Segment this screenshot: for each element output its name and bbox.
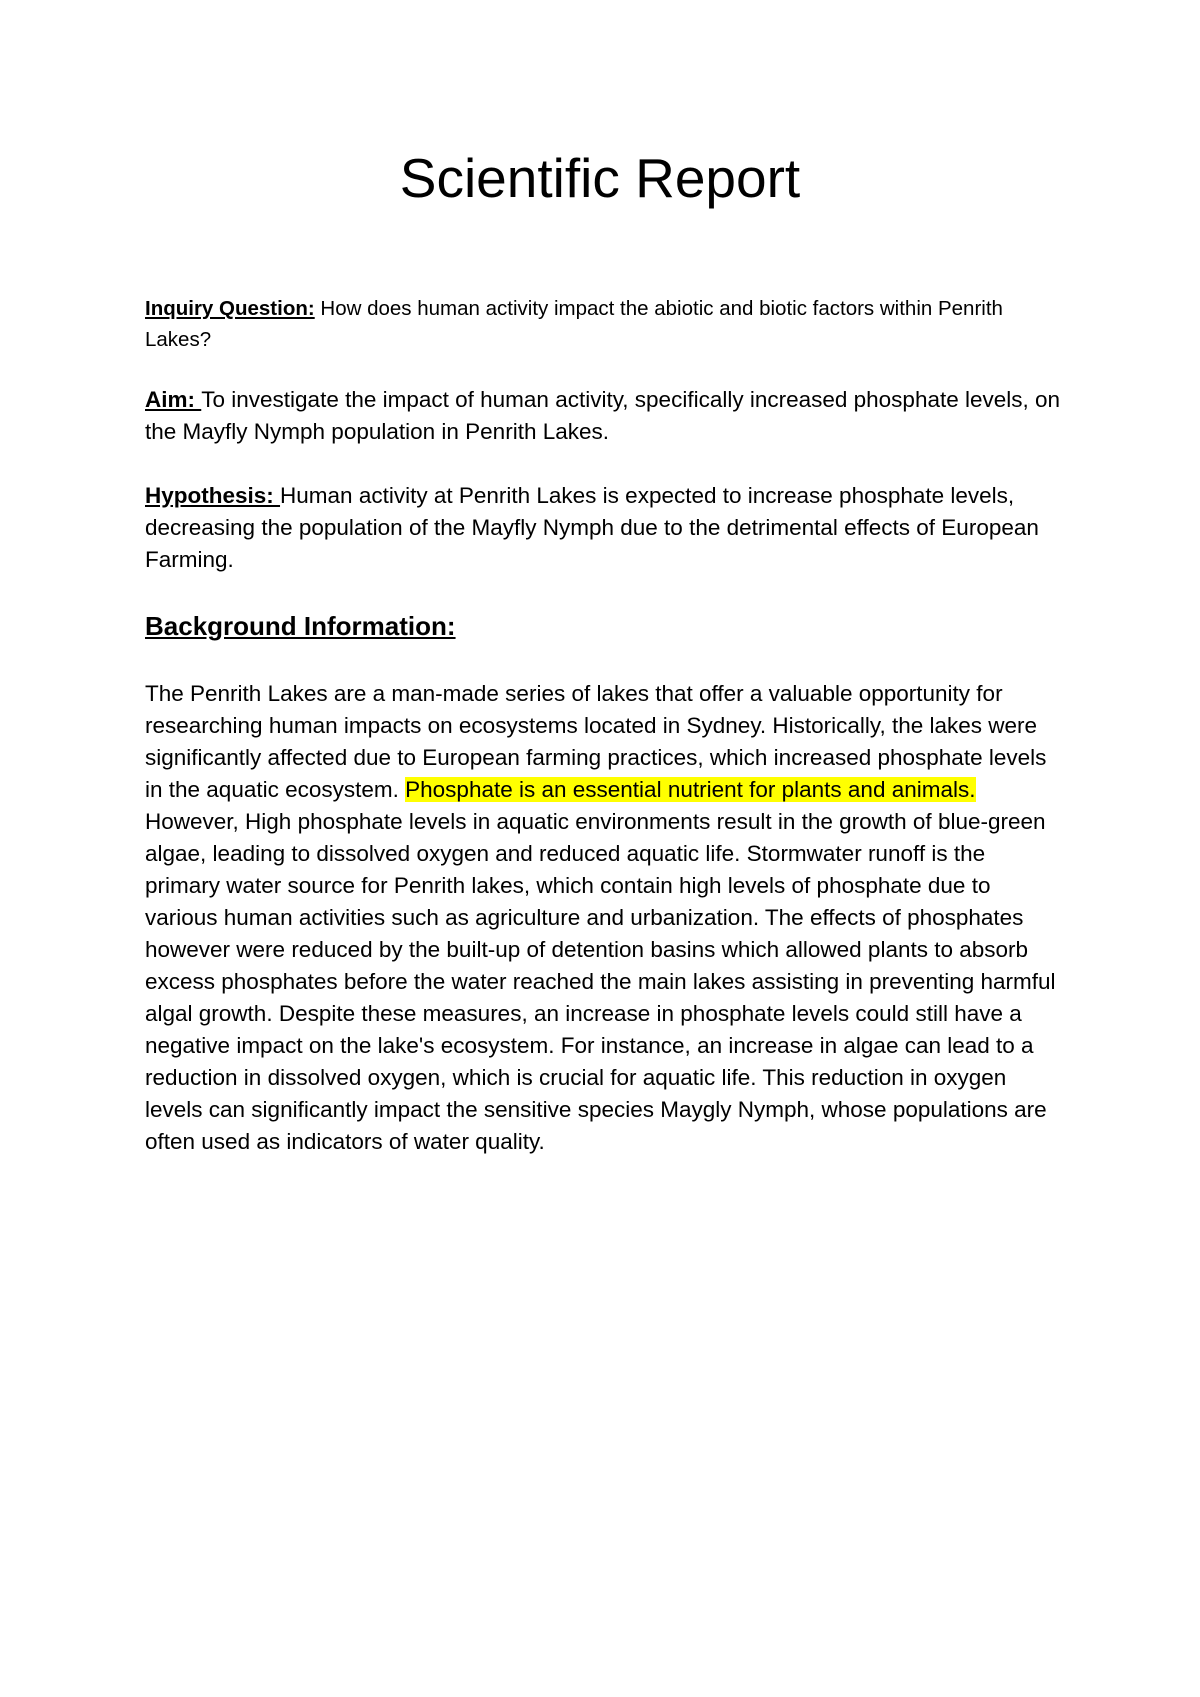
aim-text: To investigate the impact of human activity, specifically increased phosphate levels, on the Mayfly Nymph population in Penrith Lakes.	[145, 387, 1061, 444]
page-title: Scientific Report	[399, 147, 801, 209]
inquiry-question-label: Inquiry Question:	[145, 297, 315, 320]
inquiry-question-paragraph	[145, 293, 1065, 355]
hypothesis-label: Hypothesis:	[145, 483, 281, 508]
hypothesis-paragraph	[145, 480, 1065, 576]
background-heading: Background Information:	[145, 611, 456, 641]
hypothesis-text: Human activity at Penrith Lakes is expected to increase phosphate levels, decreasing the population of the Mayfly Nymph due to the detrimental effects of European Farming.	[145, 483, 1039, 572]
inquiry-question-text: How does human activity impact the abiotic and biotic factors within Penrith Lakes?	[145, 297, 1003, 351]
background-text-before: The Penrith Lakes are a man-made series of lakes that offer a valuable opportunity for researching human impacts on ecosystems located in Sydney. Historically, the lakes were significantly affected due to European farming practices, which increased phosphate levels in the aquatic ecosystem.	[145, 681, 1047, 802]
background-text-after: However, High phosphate levels in aquatic environments result in the growth of blue-green algae, leading to dissolved oxygen and reduced aquatic life. Stormwater runoff is the primary water source for Penrith lakes, which contain high levels of phosphate due to various human activities such as agriculture and urbanization. The effects of phosphates however were reduced by the built-up of detention basins which allowed plants to absorb excess phosphates before the water reached the main lakes assisting in preventing harmful algal growth. Despite these measures, an increase in phosphate levels could still have a negative impact on the lake's ecosystem. For instance, an increase in algae can lead to a reduction in dissolved oxygen, which is crucial for aquatic life. This reduction in oxygen levels can significantly impact the sensitive species Maygly Nymph, whose populations are often used as indicators of water quality.	[145, 809, 1056, 1154]
background-paragraph	[145, 678, 1065, 1158]
aim-paragraph	[145, 384, 1065, 448]
highlighted-text: Phosphate is an essential nutrient for plants and animals.	[405, 777, 976, 802]
aim-label: Aim:	[145, 387, 202, 412]
